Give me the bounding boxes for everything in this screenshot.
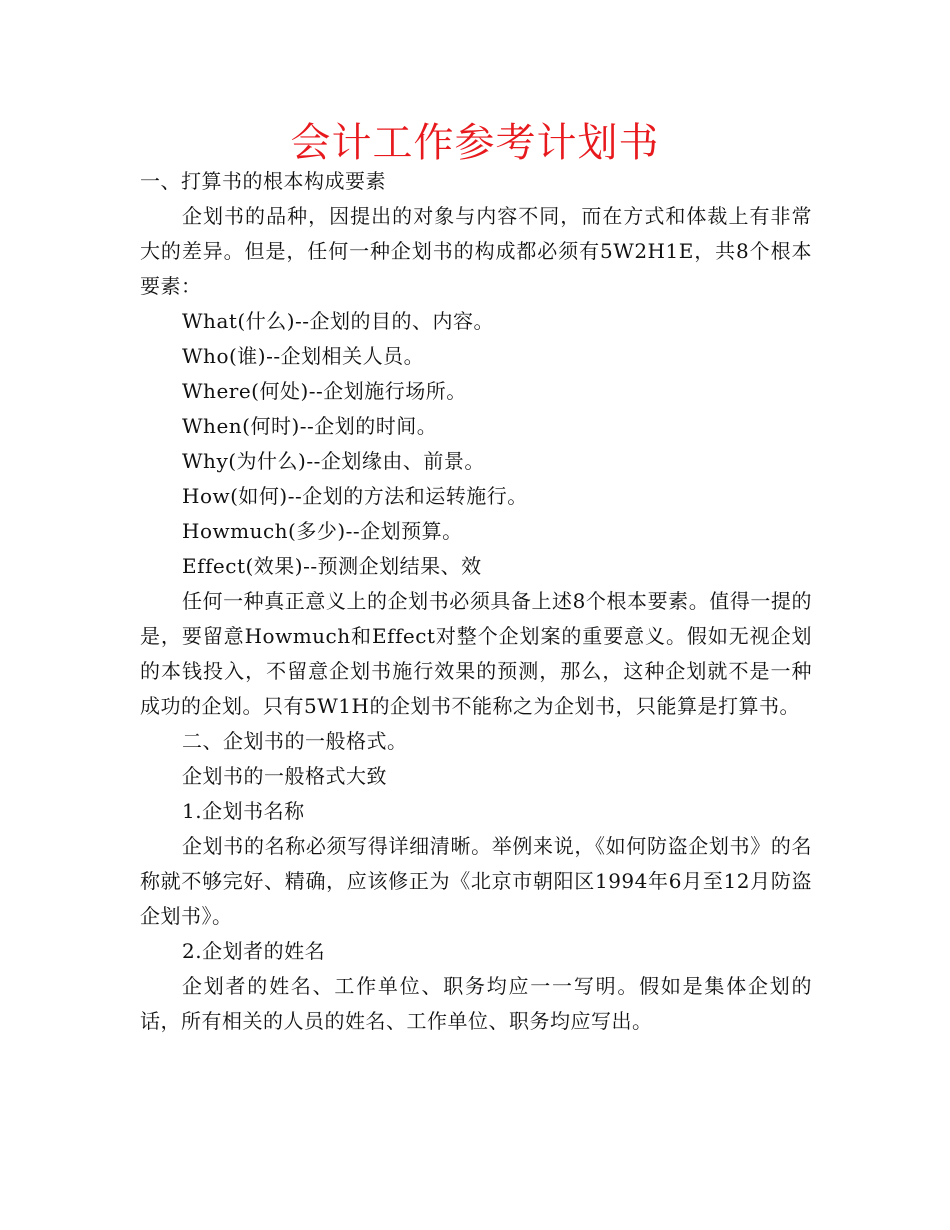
section-heading-1: 一、打算书的根本构成要素 — [140, 169, 386, 193]
element-item-howmuch: Howmuch(多少)--企划预算。 — [182, 519, 463, 543]
element-item-when: When(何时)--企划的时间。 — [182, 414, 438, 438]
element-item-why: Why(为什么)--企划缘由、前景。 — [182, 449, 485, 473]
document-title: 会计工作参考计划书 — [290, 120, 660, 166]
subheading-1: 1.企划书名称 — [182, 799, 305, 823]
element-item-what: What(什么)--企划的目的、内容。 — [182, 309, 495, 333]
document-body — [140, 164, 812, 1039]
element-item-where: Where(何处)--企划施行场所。 — [182, 379, 467, 403]
section-heading-2: 二、企划书的一般格式。 — [182, 729, 408, 753]
element-item-how: How(如何)--企划的方法和运转施行。 — [182, 484, 528, 508]
paragraph-4: 企划书的名称必须写得详细清晰。举例来说，《如何防盗企划书》的名称就不够完好、精确，应该修正为《北京市朝阳区1994年6月至12月防盗企划书》。 — [140, 834, 812, 928]
element-item-effect: Effect(效果)--预测企划结果、效 — [182, 554, 482, 578]
paragraph-1: 企划书的品种，因提出的对象与内容不同，而在方式和体裁上有非常大的差异。但是，任何一种企划书的构成都必须有5W2H1E，共8个根本要素： — [140, 204, 812, 298]
paragraph-3: 企划书的一般格式大致 — [182, 764, 387, 788]
paragraph-5: 企划者的姓名、工作单位、职务均应一一写明。假如是集体企划的话，所有相关的人员的姓名、工作单位、职务均应写出。 — [140, 974, 812, 1033]
element-item-who: Who(谁)--企划相关人员。 — [182, 344, 425, 368]
paragraph-2: 任何一种真正意义上的企划书必须具备上述8个根本要素。值得一提的是，要留意Howmuch和Effect对整个企划案的重要意义。假如无视企划的本钱投入，不留意企划书施行效果的预测，那么，这种企划就不是一种成功的企划。只有5W1H的企划书不能称之为企划书，只能算是打算书。 — [140, 589, 812, 718]
subheading-2: 2.企划者的姓名 — [182, 939, 326, 963]
